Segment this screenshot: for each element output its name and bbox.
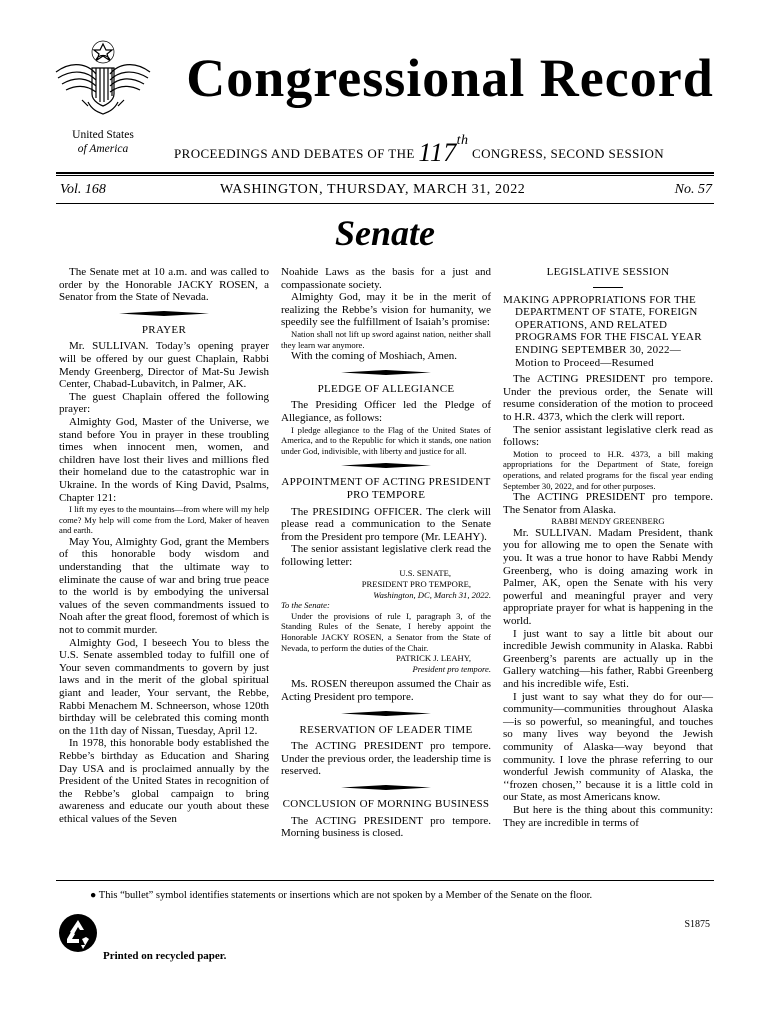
bill-heading: MAKING APPROPRIATIONS FOR THE DEPARTMENT OF STATE, FOREIGN OPERATIONS, AND RELATED PROGRAMS FOR THE FISCAL YEAR ENDING SEPTEMBER 30, 2022—Motion to Proceed—Resumed [503,293,702,369]
subheading: RABBI MENDY GREENBERG [551,516,665,527]
paragraph: Mr. SULLIVAN. Madam President, thank you for allowing me to open the Senate with you. It was a true honor to have Rabbi Mendy Greenberg, who is doing amazing work in Palmer, AK, open the Senate with his very powerful and meaningful prayer and very appropriate prayer for what is happening in the world. [503,526,713,628]
masthead-rule-top [56,172,714,174]
paragraph: The guest Chaplain offered the following prayer: [59,390,269,416]
country-label [58,128,148,156]
letter-signature-title: President pro tempore. [412,663,491,674]
paragraph: May You, Almighty God, grant the Members of this honorable body wisdom and understanding that the ultimate way to eliminate the cause of war and bring true peace to the world is by embodying the universal values of the seven commandments issued to Noah after the great flood, foremost of which is not to commit murder. [59,535,269,637]
issue-number: No. 57 [674,182,712,197]
country-line-2: of America [77,143,129,155]
paragraph: The ACTING PRESIDENT pro tempore. Morning business is closed. [281,814,491,840]
bullet-icon: ● [90,890,97,901]
paragraph: Almighty God, may it be in the merit of realizing the Rebbe’s vision for humanity, we speedily see the fulfillment of Isaiah’s promise: [281,291,491,329]
divider-ornament-icon [119,311,209,316]
paragraph: I just want to say what they do for our—community—communities throughout Alaska—is so powerful, so meaningful, and touches so many lives way beyond the Jewish community of Alaska—way beyond that community. I love the phrase referring to our wonderful Jewish community of Alaska, the ‘‘frozen chosen,’’ because it is a little cold in our State, as most Americans know. [503,690,713,804]
country-line-1: United States [72,129,134,141]
masthead-rule-top-thin [56,175,714,176]
paragraph: The ACTING PRESIDENT pro tempore. The Senator from Alaska. [503,491,713,516]
paragraph: The senior assistant legislative clerk read as follows: [503,423,713,449]
paragraph: The Senate met at 10 a.m. and was called to order by the Honorable JACKY ROSEN, a Senator from the State of Nevada. [59,266,269,304]
letter-from-1: U.S. SENATE, [399,568,451,579]
paragraph: The Presiding Officer led the Pledge of Allegiance, as follows: [281,399,491,424]
section-heading: LEGISLATIVE SESSION [546,266,670,278]
paragraph: The ACTING PRESIDENT pro tempore. Under the previous order, the leadership time is reserved. [281,740,491,778]
section-heading: PRAYER [141,323,187,336]
section-heading: PLEDGE OF ALLEGIANCE [317,382,455,395]
paragraph: Noahide Laws as the basis for a just and compassionate society. [281,266,491,291]
quote: I lift my eyes to the mountains—from where will my help come? My help will come from the Lord, Maker of heaven and earth. [59,504,269,536]
bullet-footnote [90,890,592,901]
paragraph: The ACTING PRESIDENT pro tempore. Under the previous order, the Senate will resume consideration of the motion to proceed to H.R. 4373, which the clerk will report. [503,373,713,423]
pledge-text: I pledge allegiance to the Flag of the United States of America, and to the Republic for which it stands, one nation under God, indivisible, with liberty and justice for all. [281,424,491,456]
letter-from-2: PRESIDENT PRO TEMPORE, [361,579,471,590]
paragraph: Mr. SULLIVAN. Today’s opening prayer will be offered by our guest Chaplain, Rabbi Mendy Greenberg, Director of Mat-Su Jewish Center, Chabad-Lubavitch, in Palmer, AK. [59,340,269,391]
paragraph: I just want to say a little bit about our incredible Jewish community in Alaska. Rabbi Greenberg’s parents are actually up in the Gallery watching—his father, Rabbi Greenberg and his incredible wife, Esti. [503,627,713,690]
recycle-icon [58,913,98,953]
footnote-text: This “bullet” symbol identifies statements or insertions which are not spoken by a Member of the Senate on the floor. [98,890,593,901]
volume-label: Vol. 168 [60,182,106,197]
column-3 [503,266,713,829]
eagle-seal-icon [52,38,154,122]
letter-date: Washington, DC, March 31, 2022. [373,589,491,600]
divider-ornament-icon [341,463,431,468]
divider-rule [593,287,623,288]
proceedings-left: PROCEEDINGS AND DEBATES OF THE [174,146,415,161]
proceedings-line [174,133,734,168]
paragraph: Ms. ROSEN thereupon assumed the Chair as Acting President pro tempore. [281,678,491,703]
section-heading: APPOINTMENT OF ACTING PRESIDENT PRO TEMPORE [281,476,491,501]
paragraph: With the coming of Moshiach, Amen. [291,350,458,363]
paragraph: The PRESIDING OFFICER. The clerk will please read a communication to the Senate from the President pro tempore (Mr. LEAHY). [281,505,491,543]
letter-signature: PATRICK J. LEAHY, [396,653,471,664]
letter-body: Under the provisions of rule I, paragraph 3, of the Standing Rules of the Senate, I hereby appoint the Honorable JACKY ROSEN, a Senator from the State of Nevada, to perform the duties of the Chair. [281,610,491,653]
motion-text: Motion to proceed to H.R. 4373, a bill making appropriations for the Department of State, foreign operations, and related programs for the fiscal year ending September 30, 2022, and for other purposes. [503,448,713,491]
proceedings-right: CONGRESS, SECOND SESSION [472,146,665,161]
section-heading: CONCLUSION OF MORNING BUSINESS [282,797,490,810]
publication-title: Congressional Record [186,48,714,108]
divider-ornament-icon [341,711,431,716]
congress-number: 117 [418,138,457,167]
section-heading: RESERVATION OF LEADER TIME [299,723,473,736]
recycled-notice: Printed on recycled paper. [103,950,227,962]
quote: Nation shall not lift up sword against nation, neither shall they learn war anymore. [281,328,491,350]
masthead-rule-bottom [56,203,714,204]
dateline: WASHINGTON, THURSDAY, MARCH 31, 2022 [220,182,526,197]
column-1 [59,266,269,826]
paragraph: The senior assistant legislative clerk read the following letter: [281,543,491,568]
congress-suffix: th [456,133,469,148]
page-number: S1875 [684,919,710,930]
paragraph: Almighty God, Master of the Universe, we stand before You in prayer in these troubling times when innocent men, women, and children have lost their lives and millions fled their homeland due to the catastrophic war in Ukraine. In the words of King David, Psalms, Chapter 121: [59,415,269,504]
divider-ornament-icon [341,370,431,375]
divider-ornament-icon [341,785,431,790]
paragraph: Almighty God, I beseech You to bless the U.S. Senate assembled today to fulfill one of Your seven commandments to govern by just laws and in the merit of the global spiritual giant and leader, Your servant, the Rebbe, Rabbi Menachem M. Schneerson, whose 120th birthday will be celebrated this coming month on the 11th day of Nissan, Tuesday, April 12. [59,636,269,737]
footer-rule [56,880,714,881]
column-2 [281,266,491,840]
letter-salutation: To the Senate: [281,600,330,611]
chamber-title: Senate [334,213,435,253]
paragraph: But here is the thing about this community: They are incredible in terms of [503,803,713,829]
paragraph: In 1978, this honorable body established the Rebbe’s birthday as Education and Sharing Day USA and is proclaimed annually by the President of the United States in recognition of the Rebbe’s global campaign to bring awareness and educate our youth about these ethical values of the Seven [59,737,269,825]
